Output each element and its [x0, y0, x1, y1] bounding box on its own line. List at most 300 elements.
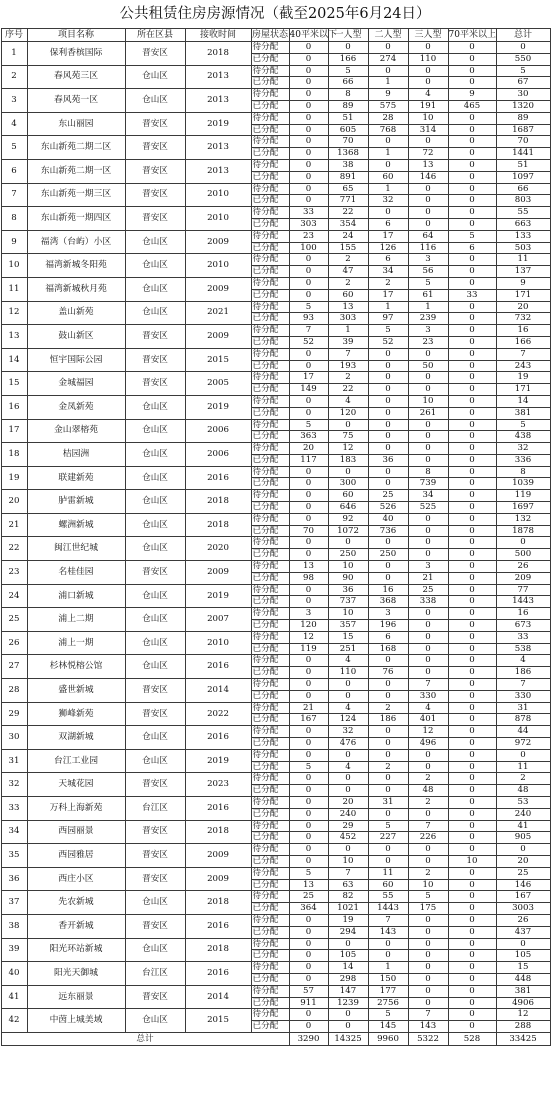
status-pending: 待分配	[251, 112, 289, 124]
status-allocated: 已分配	[251, 336, 289, 348]
pending-count: 32	[328, 726, 368, 738]
allocated-count: 209	[496, 572, 550, 584]
pending-count: 0	[496, 537, 550, 549]
table-row	[1, 679, 550, 691]
table-row	[1, 608, 550, 620]
pending-count: 11	[496, 254, 550, 266]
district: 仓山区	[125, 608, 185, 632]
allocated-count: 227	[368, 832, 408, 844]
allocated-count: 0	[408, 525, 448, 537]
status-pending: 待分配	[251, 914, 289, 926]
project-name: 先农新城	[27, 891, 125, 915]
district: 仓山区	[125, 443, 185, 467]
allocated-count: 0	[448, 502, 496, 514]
pending-count: 0	[289, 348, 328, 360]
row-number: 40	[1, 962, 27, 986]
status-allocated: 已分配	[251, 714, 289, 726]
project-name: 春风苑一区	[27, 89, 125, 113]
pending-count: 132	[496, 513, 550, 525]
pending-count: 0	[368, 42, 408, 54]
pending-count: 0	[289, 938, 328, 950]
project-name: 万科上海新苑	[27, 797, 125, 821]
status-pending: 待分配	[251, 89, 289, 101]
pending-count: 0	[368, 938, 408, 950]
allocated-count: 336	[496, 454, 550, 466]
allocated-count: 0	[408, 620, 448, 632]
project-name: 狮峰新苑	[27, 702, 125, 726]
pending-count: 0	[448, 1009, 496, 1021]
pending-count: 0	[328, 773, 368, 785]
allocated-count: 47	[328, 266, 368, 278]
pending-count: 0	[328, 537, 368, 549]
receive-year: 2022	[185, 702, 251, 726]
pending-count: 0	[368, 348, 408, 360]
row-number: 2	[1, 65, 27, 89]
pending-count: 60	[328, 490, 368, 502]
pending-count: 2	[328, 277, 368, 289]
header-cell-name: 项目名称	[27, 29, 125, 42]
allocated-count: 0	[289, 266, 328, 278]
status-pending: 待分配	[251, 820, 289, 832]
table-row	[1, 372, 550, 384]
pending-count: 0	[448, 65, 496, 77]
pending-count: 0	[289, 513, 328, 525]
receive-year: 2019	[185, 395, 251, 419]
pending-count: 167	[496, 891, 550, 903]
allocated-count: 1072	[328, 525, 368, 537]
district: 晋安区	[125, 820, 185, 844]
status-pending: 待分配	[251, 631, 289, 643]
allocated-count: 0	[448, 53, 496, 65]
status-pending: 待分配	[251, 561, 289, 573]
pending-count: 0	[289, 773, 328, 785]
status-allocated: 已分配	[251, 478, 289, 490]
pending-count: 33	[289, 207, 328, 219]
allocated-count: 0	[289, 950, 328, 962]
pending-count: 177	[368, 985, 408, 997]
pending-count: 28	[368, 112, 408, 124]
allocated-count: 75	[328, 431, 368, 443]
status-allocated: 已分配	[251, 124, 289, 136]
pending-count: 0	[496, 844, 550, 856]
allocated-count: 0	[368, 431, 408, 443]
table-row	[1, 65, 550, 77]
pending-count: 32	[496, 443, 550, 455]
pending-count: 23	[289, 230, 328, 242]
allocated-count: 0	[448, 218, 496, 230]
district: 仓山区	[125, 301, 185, 325]
allocated-count: 0	[368, 407, 408, 419]
allocated-count: 0	[368, 738, 408, 750]
allocated-count: 1320	[496, 100, 550, 112]
pending-count: 0	[289, 89, 328, 101]
pending-count: 0	[368, 537, 408, 549]
allocated-count: 191	[408, 100, 448, 112]
total-cell: 33425	[496, 1032, 550, 1045]
pending-count: 0	[448, 679, 496, 691]
pending-count: 0	[289, 726, 328, 738]
pending-count: 0	[496, 42, 550, 54]
status-allocated: 已分配	[251, 384, 289, 396]
allocated-count: 10	[328, 855, 368, 867]
pending-count: 5	[289, 301, 328, 313]
pending-count: 65	[328, 183, 368, 195]
pending-count: 0	[328, 42, 368, 54]
allocated-count: 0	[368, 855, 408, 867]
status-allocated: 已分配	[251, 761, 289, 773]
district: 仓山区	[125, 584, 185, 608]
allocated-count: 1443	[496, 596, 550, 608]
header-cell-over-70: 70平米以上	[448, 30, 496, 40]
allocated-count: 105	[328, 950, 368, 962]
table-row	[1, 962, 550, 974]
pending-count: 5	[408, 277, 448, 289]
pending-count: 0	[328, 679, 368, 691]
pending-count: 0	[448, 702, 496, 714]
allocated-count: 155	[328, 242, 368, 254]
allocated-count: 0	[448, 313, 496, 325]
table-row	[1, 159, 550, 171]
status-allocated: 已分配	[251, 431, 289, 443]
row-number: 37	[1, 891, 27, 915]
allocated-count: 605	[328, 124, 368, 136]
row-number: 1	[1, 42, 27, 66]
allocated-count: 0	[448, 572, 496, 584]
allocated-count: 240	[496, 808, 550, 820]
district: 仓山区	[125, 938, 185, 962]
district: 晋安区	[125, 136, 185, 160]
pending-count: 2	[408, 797, 448, 809]
receive-year: 2007	[185, 608, 251, 632]
pending-count: 44	[496, 726, 550, 738]
pending-count: 0	[408, 537, 448, 549]
allocated-count: 0	[289, 549, 328, 561]
allocated-count: 240	[328, 808, 368, 820]
allocated-count: 60	[368, 879, 408, 891]
pending-count: 0	[448, 797, 496, 809]
allocated-count: 183	[328, 454, 368, 466]
status-pending: 待分配	[251, 844, 289, 856]
status-allocated: 已分配	[251, 926, 289, 938]
allocated-count: 0	[448, 714, 496, 726]
receive-year: 2010	[185, 183, 251, 207]
status-pending: 待分配	[251, 207, 289, 219]
allocated-count: 17	[368, 289, 408, 301]
allocated-count: 48	[408, 785, 448, 797]
total-cell: 14325	[328, 1032, 368, 1045]
project-name: 东山新苑一期三区	[27, 183, 125, 207]
pending-count: 26	[496, 561, 550, 573]
pending-count: 0	[368, 726, 408, 738]
pending-count: 5	[496, 419, 550, 431]
receive-year: 2016	[185, 466, 251, 490]
table-row	[1, 867, 550, 879]
pending-count: 0	[289, 962, 328, 974]
pending-count: 20	[496, 301, 550, 313]
pending-count: 77	[496, 584, 550, 596]
pending-count: 0	[448, 325, 496, 337]
receive-year: 2005	[185, 372, 251, 396]
pending-count: 1	[368, 962, 408, 974]
status-pending: 待分配	[251, 136, 289, 148]
pending-count: 12	[328, 443, 368, 455]
row-number: 8	[1, 207, 27, 231]
pending-count: 0	[448, 631, 496, 643]
allocated-count: 175	[408, 903, 448, 915]
allocated-count: 0	[408, 973, 448, 985]
allocated-count: 0	[448, 124, 496, 136]
project-name: 金城福园	[27, 372, 125, 396]
allocated-count: 0	[448, 643, 496, 655]
pending-count: 0	[289, 844, 328, 856]
allocated-count: 503	[496, 242, 550, 254]
allocated-count: 243	[496, 360, 550, 372]
row-number: 27	[1, 655, 27, 679]
pending-count: 0	[448, 348, 496, 360]
receive-year: 2016	[185, 914, 251, 938]
allocated-count: 0	[408, 549, 448, 561]
pending-count: 3	[408, 561, 448, 573]
district: 仓山区	[125, 891, 185, 915]
district: 晋安区	[125, 679, 185, 703]
status-pending: 待分配	[251, 938, 289, 950]
row-number: 3	[1, 89, 27, 113]
pending-count: 24	[328, 230, 368, 242]
allocated-count: 0	[289, 832, 328, 844]
pending-count: 5	[289, 867, 328, 879]
allocated-count: 0	[408, 950, 448, 962]
pending-count: 0	[408, 844, 448, 856]
table-row	[1, 395, 550, 407]
table-row	[1, 513, 550, 525]
project-name: 东山新苑一期四区	[27, 207, 125, 231]
pending-count: 12	[289, 631, 328, 643]
pending-count: 89	[496, 112, 550, 124]
allocated-count: 48	[496, 785, 550, 797]
allocated-count: 60	[368, 171, 408, 183]
allocated-count: 0	[448, 454, 496, 466]
district: 仓山区	[125, 466, 185, 490]
pending-count: 4	[328, 655, 368, 667]
pending-count: 0	[289, 136, 328, 148]
table-row	[1, 254, 550, 266]
allocated-count: 226	[408, 832, 448, 844]
project-name: 金凤新苑	[27, 395, 125, 419]
pending-count: 0	[368, 372, 408, 384]
pending-count: 0	[408, 207, 448, 219]
allocated-count: 303	[328, 313, 368, 325]
project-name: 盛世新城	[27, 679, 125, 703]
status-pending: 待分配	[251, 773, 289, 785]
allocated-count: 905	[496, 832, 550, 844]
project-name: 香开新城	[27, 914, 125, 938]
receive-year: 2018	[185, 42, 251, 66]
allocated-count: 0	[448, 525, 496, 537]
pending-count: 3	[408, 254, 448, 266]
pending-count: 0	[448, 372, 496, 384]
allocated-count: 0	[368, 785, 408, 797]
allocated-count: 13	[289, 879, 328, 891]
receive-year: 2010	[185, 631, 251, 655]
pending-count: 31	[368, 797, 408, 809]
allocated-count: 550	[496, 53, 550, 65]
pending-count: 0	[368, 419, 408, 431]
pending-count: 0	[289, 749, 328, 761]
status-allocated: 已分配	[251, 997, 289, 1009]
allocated-count: 0	[328, 1021, 368, 1033]
status-pending: 待分配	[251, 372, 289, 384]
table-row	[1, 749, 550, 761]
status-allocated: 已分配	[251, 100, 289, 112]
status-allocated: 已分配	[251, 667, 289, 679]
allocated-count: 0	[448, 266, 496, 278]
table-row	[1, 561, 550, 573]
allocated-count: 23	[408, 336, 448, 348]
allocated-count: 11	[496, 761, 550, 773]
status-pending: 待分配	[251, 867, 289, 879]
pending-count: 29	[328, 820, 368, 832]
allocated-count: 0	[448, 667, 496, 679]
pending-count: 7	[328, 348, 368, 360]
status-allocated: 已分配	[251, 549, 289, 561]
table-row	[1, 277, 550, 289]
project-name: 东山新苑二期二区	[27, 136, 125, 160]
allocated-count: 33	[448, 289, 496, 301]
header-cell-double: 二人型	[368, 29, 408, 42]
pending-count: 0	[368, 443, 408, 455]
receive-year: 2016	[185, 962, 251, 986]
pending-count: 0	[448, 891, 496, 903]
district: 仓山区	[125, 513, 185, 537]
pending-count: 16	[496, 608, 550, 620]
pending-count: 0	[448, 938, 496, 950]
pending-count: 0	[448, 962, 496, 974]
pending-count: 17	[368, 230, 408, 242]
pending-count: 147	[328, 985, 368, 997]
pending-count: 3	[289, 608, 328, 620]
allocated-count: 911	[289, 997, 328, 1009]
allocated-count: 0	[289, 808, 328, 820]
status-allocated: 已分配	[251, 242, 289, 254]
district: 晋安区	[125, 207, 185, 231]
pending-count: 0	[408, 631, 448, 643]
status-allocated: 已分配	[251, 407, 289, 419]
district: 仓山区	[125, 254, 185, 278]
table-row	[1, 325, 550, 337]
pending-count: 38	[328, 159, 368, 171]
allocated-count: 76	[368, 667, 408, 679]
allocated-count: 1	[368, 148, 408, 160]
allocated-count: 5	[289, 761, 328, 773]
pending-count: 36	[328, 584, 368, 596]
allocated-count: 0	[368, 478, 408, 490]
allocated-count: 150	[368, 973, 408, 985]
pending-count: 92	[328, 513, 368, 525]
allocated-count: 1878	[496, 525, 550, 537]
status-allocated: 已分配	[251, 289, 289, 301]
pending-count: 66	[496, 183, 550, 195]
pending-count: 0	[448, 443, 496, 455]
pending-count: 7	[496, 348, 550, 360]
allocated-count: 120	[328, 407, 368, 419]
row-number: 11	[1, 277, 27, 301]
allocated-count: 0	[448, 785, 496, 797]
allocated-count: 673	[496, 620, 550, 632]
pending-count: 5	[289, 419, 328, 431]
allocated-count: 20	[496, 855, 550, 867]
pending-count: 0	[408, 443, 448, 455]
table-row	[1, 938, 550, 950]
row-number: 4	[1, 112, 27, 136]
pending-count: 0	[289, 490, 328, 502]
pending-count: 0	[448, 254, 496, 266]
allocated-count: 0	[448, 808, 496, 820]
allocated-count: 0	[289, 973, 328, 985]
allocated-count: 0	[328, 690, 368, 702]
district: 台江区	[125, 797, 185, 821]
project-name: 恒宇国际公园	[27, 348, 125, 372]
allocated-count: 0	[408, 218, 448, 230]
table-row	[1, 797, 550, 809]
row-number: 31	[1, 749, 27, 773]
receive-year: 2021	[185, 301, 251, 325]
receive-year: 2009	[185, 277, 251, 301]
allocated-count: 6	[448, 242, 496, 254]
allocated-count: 737	[328, 596, 368, 608]
pending-count: 4	[328, 395, 368, 407]
pending-count: 15	[328, 631, 368, 643]
pending-count: 0	[289, 655, 328, 667]
status-pending: 待分配	[251, 301, 289, 313]
allocated-count: 771	[328, 195, 368, 207]
pending-count: 0	[448, 513, 496, 525]
allocated-count: 354	[328, 218, 368, 230]
pending-count: 70	[496, 136, 550, 148]
pending-count: 0	[368, 773, 408, 785]
allocated-count: 381	[496, 407, 550, 419]
pending-count: 0	[289, 466, 328, 478]
allocated-count: 56	[408, 266, 448, 278]
allocated-count: 0	[448, 620, 496, 632]
allocated-count: 0	[289, 667, 328, 679]
pending-count: 5	[368, 1009, 408, 1021]
allocated-count: 330	[408, 690, 448, 702]
project-name: 阳光天御城	[27, 962, 125, 986]
header-cell-year: 接收时间	[185, 29, 251, 42]
allocated-count: 363	[289, 431, 328, 443]
allocated-count: 4	[328, 761, 368, 773]
project-name: 鼓山新区	[27, 325, 125, 349]
status-pending: 待分配	[251, 230, 289, 242]
status-pending: 待分配	[251, 1009, 289, 1021]
pending-count: 10	[408, 112, 448, 124]
row-number: 23	[1, 561, 27, 585]
allocated-count: 0	[289, 478, 328, 490]
allocated-count: 149	[289, 384, 328, 396]
pending-count: 13	[289, 561, 328, 573]
pending-count: 0	[368, 844, 408, 856]
pending-count: 0	[408, 136, 448, 148]
pending-count: 0	[408, 985, 448, 997]
pending-count: 7	[496, 679, 550, 691]
receive-year: 2018	[185, 820, 251, 844]
allocated-count: 67	[496, 77, 550, 89]
pending-count: 0	[448, 301, 496, 313]
status-pending: 待分配	[251, 419, 289, 431]
allocated-count: 0	[289, 690, 328, 702]
pending-count: 0	[448, 584, 496, 596]
total-cell: 5322	[408, 1032, 448, 1045]
